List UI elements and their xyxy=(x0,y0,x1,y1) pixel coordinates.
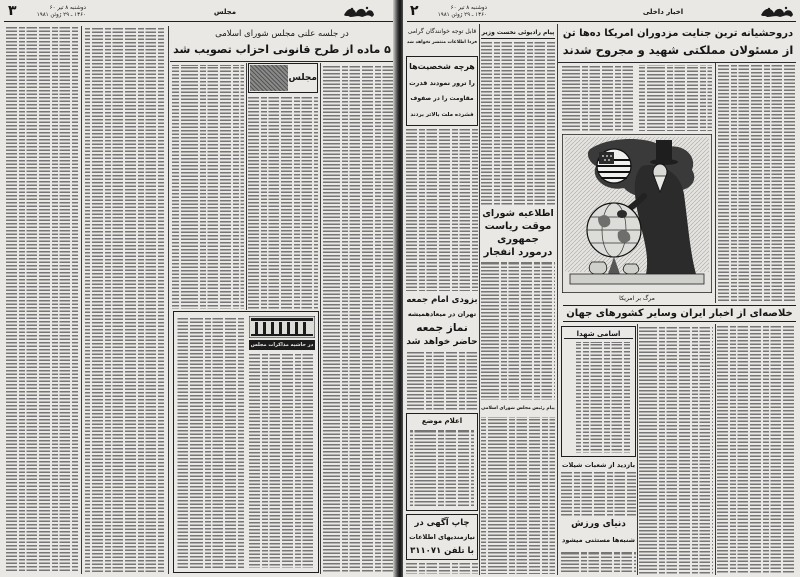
article-body-column xyxy=(406,129,478,291)
headline-line: بزودی امام جمعه xyxy=(406,295,478,305)
sports-kicker: دنیای ورزش xyxy=(571,519,626,529)
newspaper-emblem-icon xyxy=(759,5,795,19)
position-box-title: اعلام موضع xyxy=(421,417,463,425)
speaker-message-headline: پیام رئیس مجلس شورای اسلامی xyxy=(481,406,555,411)
news-summary-column xyxy=(717,326,795,574)
column-rule xyxy=(320,63,321,574)
article-body-column xyxy=(639,65,712,131)
pedestal xyxy=(570,274,704,284)
parliament-photo xyxy=(248,63,318,93)
headline-line: موقت ریاست xyxy=(484,221,552,232)
position-statement-box xyxy=(406,413,478,511)
issue-date xyxy=(425,5,487,19)
sidebar-caption: در حاشیه مذاکرات مجلس xyxy=(250,342,314,348)
council-statement-headline xyxy=(481,207,555,259)
left-page xyxy=(0,0,397,577)
page-number: ۳ xyxy=(8,3,17,19)
pm-message-headline: پیام رادیوئی نخست وزیر xyxy=(481,27,555,39)
speaker-message-body xyxy=(481,417,555,574)
column-rule xyxy=(637,324,638,575)
cartoon-caption: مرگ بر امریکا xyxy=(619,295,655,302)
text-column xyxy=(85,27,164,572)
section-label: اخبار داخلی xyxy=(642,8,684,16)
fisheries-headline: بازدید از شعبات شیلات xyxy=(561,461,636,469)
right-page xyxy=(403,0,800,577)
news-summary-heading: خلاصه‌ای از اخبار ایران وسایر کشورهای جهان xyxy=(563,305,796,322)
column-rule xyxy=(168,26,169,574)
section-label: مجلس xyxy=(213,8,237,16)
article-body-column xyxy=(562,65,635,131)
council-statement-body xyxy=(481,262,555,400)
pm-message-body xyxy=(481,42,555,205)
headline-line: هرچه شخصیت‌ها xyxy=(409,62,475,71)
main-headline-line: از مسئولان مملکتی شهید و مجروح شدند xyxy=(562,43,794,57)
column-rule xyxy=(479,24,480,575)
sidebar-text-column xyxy=(249,354,315,568)
column-rule xyxy=(715,324,716,575)
notice-kicker: قابل توجه خوانندگان گرامی xyxy=(407,28,477,35)
page-number: ۲ xyxy=(410,3,419,19)
sidebar-text-column xyxy=(177,316,245,568)
issue-date xyxy=(24,5,86,19)
article-headline: ۵ ماده از طرح قانونی احزاب تصویب شد xyxy=(173,43,391,56)
ad-line: نیازمندیهای اطلاعات xyxy=(409,533,475,541)
figure-hat-brim xyxy=(650,159,678,165)
article-body-column xyxy=(322,65,394,572)
main-headline xyxy=(560,25,796,61)
globe xyxy=(587,203,641,257)
page-header xyxy=(4,4,393,22)
article-body-column xyxy=(172,65,244,309)
headline-line: درمورد انفجار xyxy=(483,247,553,258)
ad-phone-line: با تلفن ۳۱۱۰۷۱ xyxy=(410,546,474,556)
us-flag-ball xyxy=(597,149,631,183)
headline-line: فشرده ملت بالاتر بردند xyxy=(410,112,474,118)
photo-label: مجلس xyxy=(289,73,317,83)
classified-ad-box xyxy=(406,514,478,560)
sports-body xyxy=(561,552,636,574)
fisheries-body xyxy=(561,472,636,516)
martyrs-list-box xyxy=(561,326,636,457)
terror-headline-box xyxy=(406,56,478,126)
headline-rule xyxy=(170,61,394,62)
article-body-column xyxy=(718,65,795,301)
friday-prayer-headline xyxy=(406,293,478,349)
headline-rule xyxy=(558,62,796,63)
notice-headline: فردا اطلاعات منتشر نخواهد شد xyxy=(406,40,478,45)
figure-hand xyxy=(617,210,627,218)
headline-line: را ترور نمودند قدرت xyxy=(409,79,475,87)
headline-line: حاضر خواهد شد xyxy=(406,337,478,347)
column-rule xyxy=(715,63,716,303)
date-line: ۱۳۶۰ ـ ۲۹ ژوئن ۱۹۸۱ xyxy=(36,12,86,18)
figure-hat xyxy=(656,140,672,162)
news-summary-column xyxy=(639,326,713,574)
martyrs-box-title: اسامی شهدا xyxy=(564,329,633,339)
date-line: ۱۳۶۰ ـ ۲۹ ژوئن ۱۹۸۱ xyxy=(437,12,487,18)
date-line: دوشنبه ۸ تیر ۶۰ xyxy=(49,5,86,11)
headline-line: تهران در میعادهمیشه xyxy=(407,310,477,318)
article-subheadline: در جلسه علنی مجلس شورای اسلامی xyxy=(215,29,349,39)
martyrs-name-list xyxy=(576,342,630,453)
headline-line: جمهوری xyxy=(497,234,539,245)
headline-line: اطلاعیه شورای xyxy=(482,208,554,219)
column-rule xyxy=(557,24,558,575)
newspaper-emblem-icon xyxy=(342,5,376,19)
headline-line: مقاومت را در صفوف xyxy=(410,95,474,102)
main-headline-line: دروحشیانه ترین جنایت مزدوران امریکا ده‌ها تن xyxy=(562,28,794,39)
date-line: دوشنبه ۸ تیر ۶۰ xyxy=(450,5,487,11)
column-rule xyxy=(246,63,247,310)
column-rule xyxy=(81,26,82,574)
vase xyxy=(589,262,607,274)
headline-line: نماز جمعه xyxy=(416,322,468,334)
vase xyxy=(623,264,639,274)
parliament-sidebar-box xyxy=(173,311,319,573)
position-box-body xyxy=(410,429,474,507)
sports-headline: شنبه‌ها مستثنی میشود xyxy=(562,536,635,544)
friday-prayer-body xyxy=(406,351,478,410)
photo-image xyxy=(250,65,288,91)
ad-line: چاپ آگهی در xyxy=(414,518,470,528)
article-body-column xyxy=(406,563,478,574)
political-cartoon xyxy=(562,134,712,293)
page-header xyxy=(407,4,796,22)
article-body-column xyxy=(248,97,318,309)
text-column xyxy=(6,27,78,572)
parliament-columns-icon xyxy=(249,316,315,338)
